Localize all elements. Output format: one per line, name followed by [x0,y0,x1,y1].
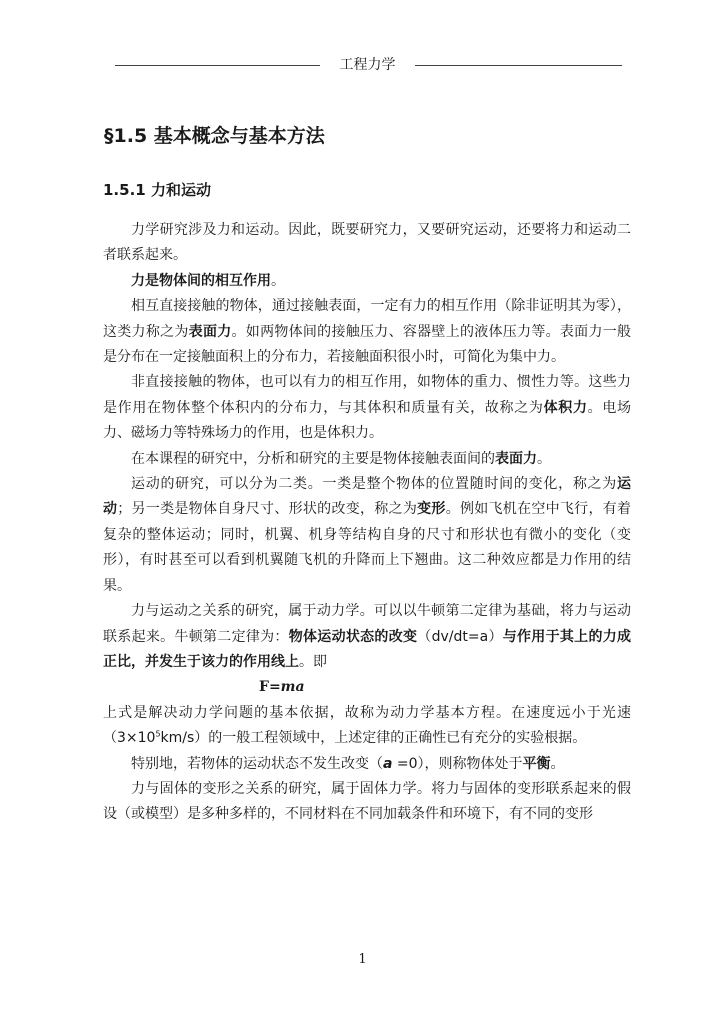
text-run: 力与运动之关系的研究，属于动力学。可以以牛顿第二定律为基础，将力与运动联系起来。牛顿第二定律为： [103,603,631,645]
running-header [0,56,725,76]
bold-term: 体积力 [543,399,588,416]
bold-term: 表面力 [495,450,537,467]
paragraph [103,472,631,599]
text-run: 。电场力、磁场力等特殊场力的作用，也是体积力。 [103,399,632,442]
paragraph [103,701,631,752]
body-text [103,218,631,828]
paragraph [103,294,631,370]
paragraph [103,447,631,472]
text-run: 相互直接接触的物体，通过接触表面，一定有力的相互作用（除非证明其为零），这类力称之为 [103,298,631,340]
bold-term: 变形 [417,501,446,518]
text-run: 。即 [299,653,327,670]
subsection-heading [103,178,211,202]
bold-term: 运动 [103,476,631,518]
bold-term: 力是物体间的相互作用 [131,272,271,289]
subsection-number: 1.5.1 [103,181,146,199]
text-run: 。 [271,272,285,289]
paragraph [103,370,631,446]
text-run: 在本课程的研究中，分析和研究的主要是物体接触表面间的 [131,450,495,467]
section-title: 基本概念与基本方法 [153,125,325,147]
superscript: 5 [155,729,161,739]
text-run: 运动的研究，可以分为二类。一类是整个物体的位置随时间的变化，称之为 [131,476,617,493]
text-run: ；另一类是物体自身尺寸、形状的改变，称之为 [117,501,418,518]
subsection-title: 力和运动 [150,181,211,199]
section-number: §1.5 [104,125,148,147]
text-run: 。例如飞机在空中飞行，有着复杂的整体运动；同时，机翼、机身等结构自身的尺寸和形状也有微小的变化（变形），有时甚至可以看到机翼随飞机的升降而上下翘曲。这二种效应都是力作用的结果。 [103,501,632,594]
formula [103,675,631,700]
text-run: 力与固体的变形之关系的研究，属于固体力学。将力与固体的变形联系起来的假设（或模型）是多种多样的，不同材料在不同加载条件和环境下，有不同的变形 [103,780,631,823]
text-run: 上式是解决动力学问题的基本依据，故称为动力学基本方程。在速度远小于光速（3×10 [103,704,631,747]
formula-italic: ma [280,679,305,696]
header-rule-right [415,65,622,66]
symbol-a: a [383,755,393,772]
text-run: km/s）的一般工程领域中，上述定律的正确性已有充分的实验根据。 [160,730,587,747]
paragraph [103,599,631,675]
page-number: 1 [358,952,367,967]
text-run: 。 [537,450,551,467]
section-heading [104,122,325,150]
paragraph [103,269,631,294]
text-run: =0），则称物体处于 [392,755,523,772]
bold-term: 与作用于其上的力成正比，并发生于该力的作用线上 [103,628,632,670]
bold-term: 平衡 [522,755,551,772]
text-run: 。 [550,755,565,772]
header-rule-left [115,65,320,66]
text-run: 非直接接触的物体，也可以有力的相互作用，如物体的重力、惯性力等。这些力是作用在物体整个体积内的分布力，与其体积和质量有关，故称之为 [103,374,631,416]
paragraph [103,218,631,269]
header-title: 工程力学 [339,57,396,73]
text-run: 。如两物体间的接触压力、容器壁上的液体压力等。表面力一般是分布在一定接触面积上的分布力，若接触面积很小时，可简化为集中力。 [103,323,632,366]
bold-term: 表面力 [188,323,232,340]
paragraph [103,752,631,777]
text-run: （dv/dt=a） [417,628,503,645]
paragraph [103,777,631,828]
formula-text: F= [259,679,281,696]
bold-term: 物体运动状态的改变 [288,628,418,645]
text-run: 力学研究涉及力和运动。因此，既要研究力，又要研究运动，还要将力和运动二者联系起来。 [103,222,631,264]
text-run: 特别地，若物体的运动状态不发生改变（ [131,755,383,772]
